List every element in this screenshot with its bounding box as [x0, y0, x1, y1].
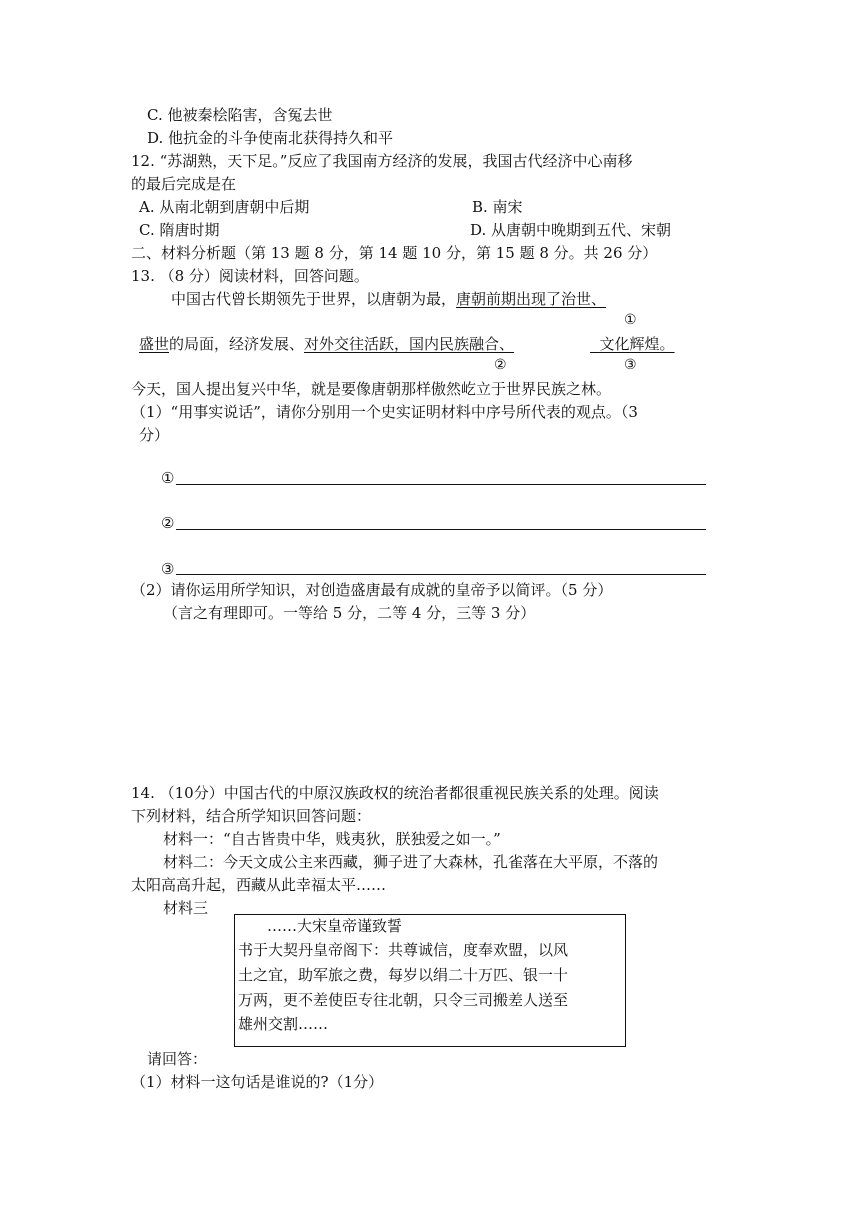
q13-material-line1 — [171, 288, 606, 310]
box-line-5: 雄州交割…… — [238, 1015, 329, 1033]
box-line-4: 万两，更不差使臣专往北朝，只令三司搬差人送至 — [238, 991, 569, 1009]
q13-mark-3: ③ — [624, 357, 637, 373]
q13-stem: 13. （8 分）阅读材料，回答问题。 — [131, 267, 369, 285]
q13-blank-3-label: ③ — [161, 560, 175, 578]
section-title: 二、材料分析题（第 13 题 8 分，第 14 题 10 分，第 15 题 8 分。共 26 分） — [131, 244, 658, 262]
q14-sub1: （1）材料一这句话是谁说的?（1分） — [131, 1073, 384, 1091]
q14-stem-line2: 下列材料，结合所学知识回答问题： — [131, 807, 372, 825]
q13-underlined-viewpoint-3 — [590, 333, 675, 355]
q13-mark-2: ② — [494, 357, 507, 373]
q13-answer-blank-2[interactable] — [176, 529, 706, 530]
q14-stem-line1: 14. （10分）中国古代的中原汉族政权的统治者都很重视民族关系的处理。阅读 — [131, 784, 659, 802]
q13-sub1-line1: （1）“用事实说话”，请你分别用一个史实证明材料中序号所代表的观点。（3 — [131, 403, 638, 421]
q13-blank-2-label: ② — [161, 514, 175, 532]
q13-material-text-2: 的局面，经济发展、 — [169, 335, 305, 353]
box-line-1: ……大宋皇帝谨致誓 — [267, 917, 403, 935]
q13-material-line2 — [139, 333, 514, 355]
q14-material-1: 材料一：“自古皆贵中华，贱夷狄，朕独爱之如一。” — [163, 830, 501, 848]
q13-underlined-viewpoint-1b: 盛世 — [139, 335, 170, 353]
box-line-2: 书于大契丹皇帝阁下：共尊诚信，度奉欢盟，以风 — [238, 941, 569, 959]
q13-underlined-viewpoint-2: 对外交往活跃，国内民族融合、 — [304, 335, 515, 353]
q13-mark-1: ① — [624, 312, 637, 328]
q13-sub1-line2: 分） — [139, 426, 170, 444]
q13-material-text: 中国古代曾长期领先于世界，以唐朝为最， — [171, 290, 457, 308]
q11-option-c: C. 他被秦桧陷害，含冤去世 — [147, 106, 333, 124]
q12-option-c: C. 隋唐时期 — [139, 221, 220, 239]
q12-option-a: A. 从南北朝到唐朝中后期 — [139, 198, 310, 216]
q13-answer-blank-1[interactable] — [176, 484, 706, 485]
box-line-3: 土之宜，助军旅之费，每岁以绢二十万匹、银一十 — [238, 966, 569, 984]
q13-answer-blank-3[interactable] — [176, 574, 706, 575]
q12-option-b: B. 南宋 — [472, 198, 523, 216]
q13-underlined-viewpoint-1: 唐朝前期出现了治世、 — [456, 290, 607, 308]
q13-sub2: （2）请你运用所学知识，对创造盛唐最有成就的皇帝予以简评。（5 分） — [131, 581, 613, 599]
q11-option-d: D. 他抗金的斗争使南北获得持久和平 — [147, 129, 394, 147]
q12-stem-line2: 的最后完成是在 — [131, 175, 237, 193]
q14-material-2-line1: 材料二：今天文成公主来西藏，狮子进了大森林，孔雀落在大平原，不落的 — [163, 853, 659, 871]
q14-answer-prompt: 请回答： — [147, 1050, 208, 1068]
q13-viewpoint-3-text: 文化辉煌。 — [599, 335, 675, 353]
q14-material-2-line2: 太阳高高升起，西藏从此幸福太平…… — [131, 876, 387, 894]
q14-material-3-box — [234, 914, 626, 1047]
q12-option-d: D. 从唐朝中晚期到五代、宋朝 — [470, 221, 672, 239]
q12-stem-line1: 12. “苏湖熟，天下足。”反应了我国南方经济的发展，我国古代经济中心南移 — [131, 152, 633, 170]
q13-blank-1-label: ① — [161, 469, 175, 487]
q13-material-line3: 今天，国人提出复兴中华，就是要像唐朝那样傲然屹立于世界民族之林。 — [131, 380, 612, 398]
q13-sub2-note: （言之有理即可。一等给 5 分，二等 4 分，三等 3 分） — [163, 604, 536, 622]
q14-material-3-label: 材料三 — [163, 899, 209, 917]
